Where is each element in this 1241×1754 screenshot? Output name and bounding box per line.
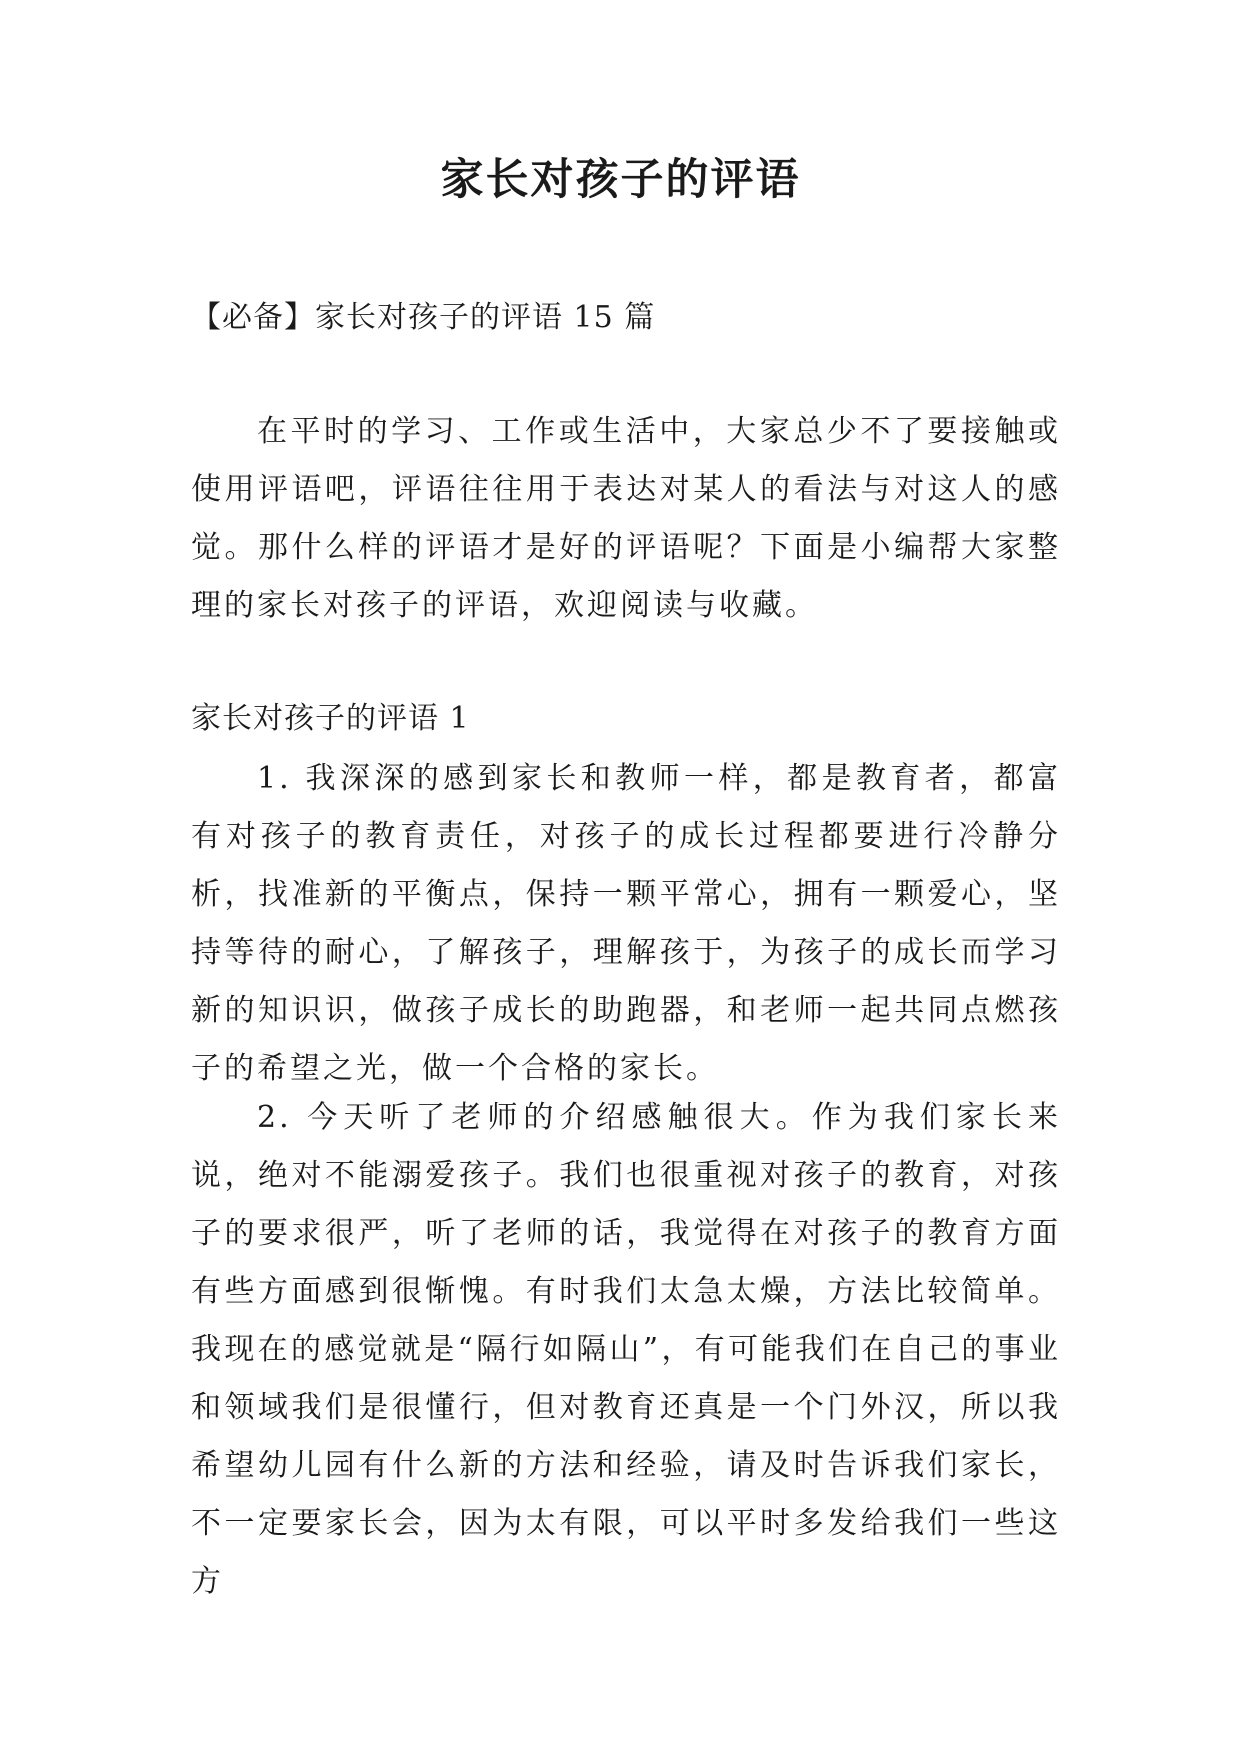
intro-paragraph: 在平时的学习、工作或生活中，大家总少不了要接触或使用评语吧，评语往往用于表达对某人的看法与对这人的感觉。那什么样的评语才是好的评语呢？下面是小编帮大家整理的家长对孩子的评语，欢迎阅读与收藏。 (191, 414, 1061, 623)
document-title: 家长对孩子的评语 (440, 155, 801, 205)
comment-paragraph-1: 1. 我深深的感到家长和教师一样，都是教育者，都富有对孩子的教育责任，对孩子的成长过程都要进行冷静分析，找准新的平衡点，保持一颗平常心，拥有一颗爱心，坚持等待的耐心，了解孩子，理解孩于，为孩子的成长而学习新的知识识，做孩子成长的助跑器，和老师一起共同点燃孩子的希望之光，做一个合格的家长。 (191, 761, 1061, 1086)
section-heading: 家长对孩子的评语 1 (191, 701, 470, 736)
document-subtitle: 【必备】家长对孩子的评语 15 篇 (191, 300, 656, 335)
comment-paragraph-2: 2. 今天听了老师的介绍感触很大。作为我们家长来说，绝对不能溺爱孩子。我们也很重视对孩子的教育，对孩子的要求很严，听了老师的话，我觉得在对孩子的教育方面有些方面感到很惭愧。有时我们太急太燥，方法比较简单。我现在的感觉就是“隔行如隔山”，有可能我们在自己的事业和领域我们是很懂行，但对教育还真是一个门外汉，所以我希望幼儿园有什么新的方法和经验，请及时告诉我们家长，不一定要家长会，因为太有限，可以平时多发给我们一些这方 (191, 1100, 1061, 1599)
